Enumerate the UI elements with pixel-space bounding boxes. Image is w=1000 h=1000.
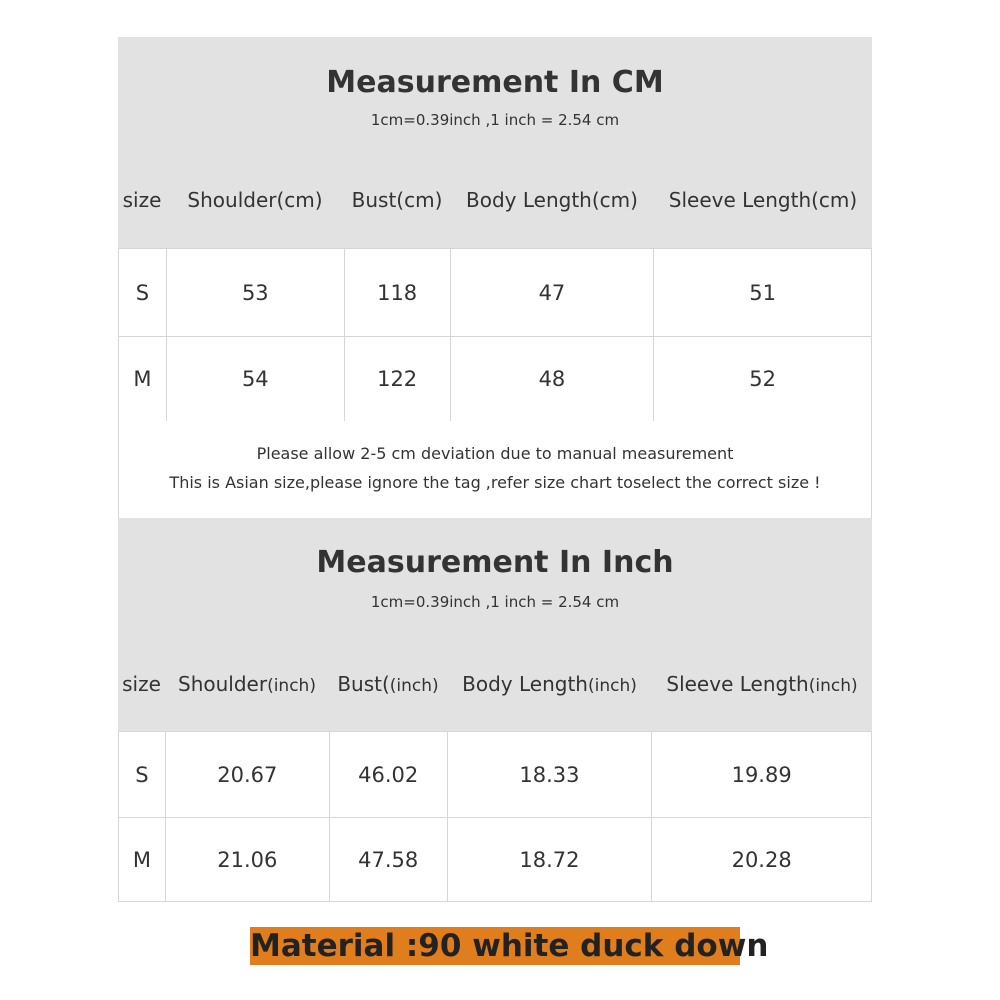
inch-header-bust: Bust((inch) [337, 672, 439, 696]
inch-size-table [118, 731, 872, 902]
cm-cell-body-length: 47 [450, 249, 654, 337]
deviation-note: Please allow 2-5 cm deviation due to manual measurement [256, 444, 734, 463]
cm-cell-size: S [119, 249, 167, 337]
cm-header-panel [118, 37, 872, 248]
inch-cell-sleeve-length: 20.28 [652, 818, 872, 902]
inch-header-size: size [122, 672, 161, 696]
inch-header-sleeve-length: Sleeve Length(inch) [666, 672, 858, 696]
inch-conversion-note: 1cm=0.39inch ,1 inch = 2.54 cm [370, 593, 620, 611]
cm-title: Measurement In CM [326, 65, 664, 100]
cm-cell-bust: 122 [344, 337, 450, 422]
cm-header-body-length: Body Length(cm) [466, 188, 638, 212]
cm-conversion-note: 1cm=0.39inch ,1 inch = 2.54 cm [370, 111, 620, 129]
inch-header-panel [118, 518, 872, 731]
inch-header-shoulder: Shoulder(inch) [178, 672, 316, 696]
inch-cell-size: M [119, 818, 166, 902]
cm-cell-shoulder: 54 [166, 337, 344, 422]
cm-header-size: size [122, 188, 162, 212]
inch-title: Measurement In Inch [316, 545, 674, 580]
size-notes [118, 421, 872, 518]
inch-cell-bust: 47.58 [329, 818, 447, 902]
inch-cell-body-length: 18.33 [447, 732, 652, 818]
table-row [119, 249, 872, 337]
material-banner: Material :90 white duck down [250, 928, 769, 964]
table-row [119, 337, 872, 422]
inch-cell-shoulder: 20.67 [165, 732, 329, 818]
inch-cell-body-length: 18.72 [447, 818, 652, 902]
inch-cell-shoulder: 21.06 [165, 818, 329, 902]
table-row [119, 732, 872, 818]
cm-cell-sleeve-length: 52 [654, 337, 872, 422]
inch-header-body-length: Body Length(inch) [462, 672, 637, 696]
cm-cell-shoulder: 53 [166, 249, 344, 337]
cm-header-sleeve-length: Sleeve Length(cm) [668, 188, 858, 212]
asian-size-note: This is Asian size,please ignore the tag ,refer size chart toselect the correct size ! [169, 473, 821, 492]
cm-cell-body-length: 48 [450, 337, 654, 422]
cm-cell-size: M [119, 337, 167, 422]
cm-header-shoulder: Shoulder(cm) [187, 188, 323, 212]
cm-size-table [118, 248, 872, 422]
table-row [119, 818, 872, 902]
inch-cell-sleeve-length: 19.89 [652, 732, 872, 818]
cm-header-bust: Bust(cm) [351, 188, 443, 212]
cm-cell-sleeve-length: 51 [654, 249, 872, 337]
cm-cell-bust: 118 [344, 249, 450, 337]
inch-cell-size: S [119, 732, 166, 818]
inch-cell-bust: 46.02 [329, 732, 447, 818]
